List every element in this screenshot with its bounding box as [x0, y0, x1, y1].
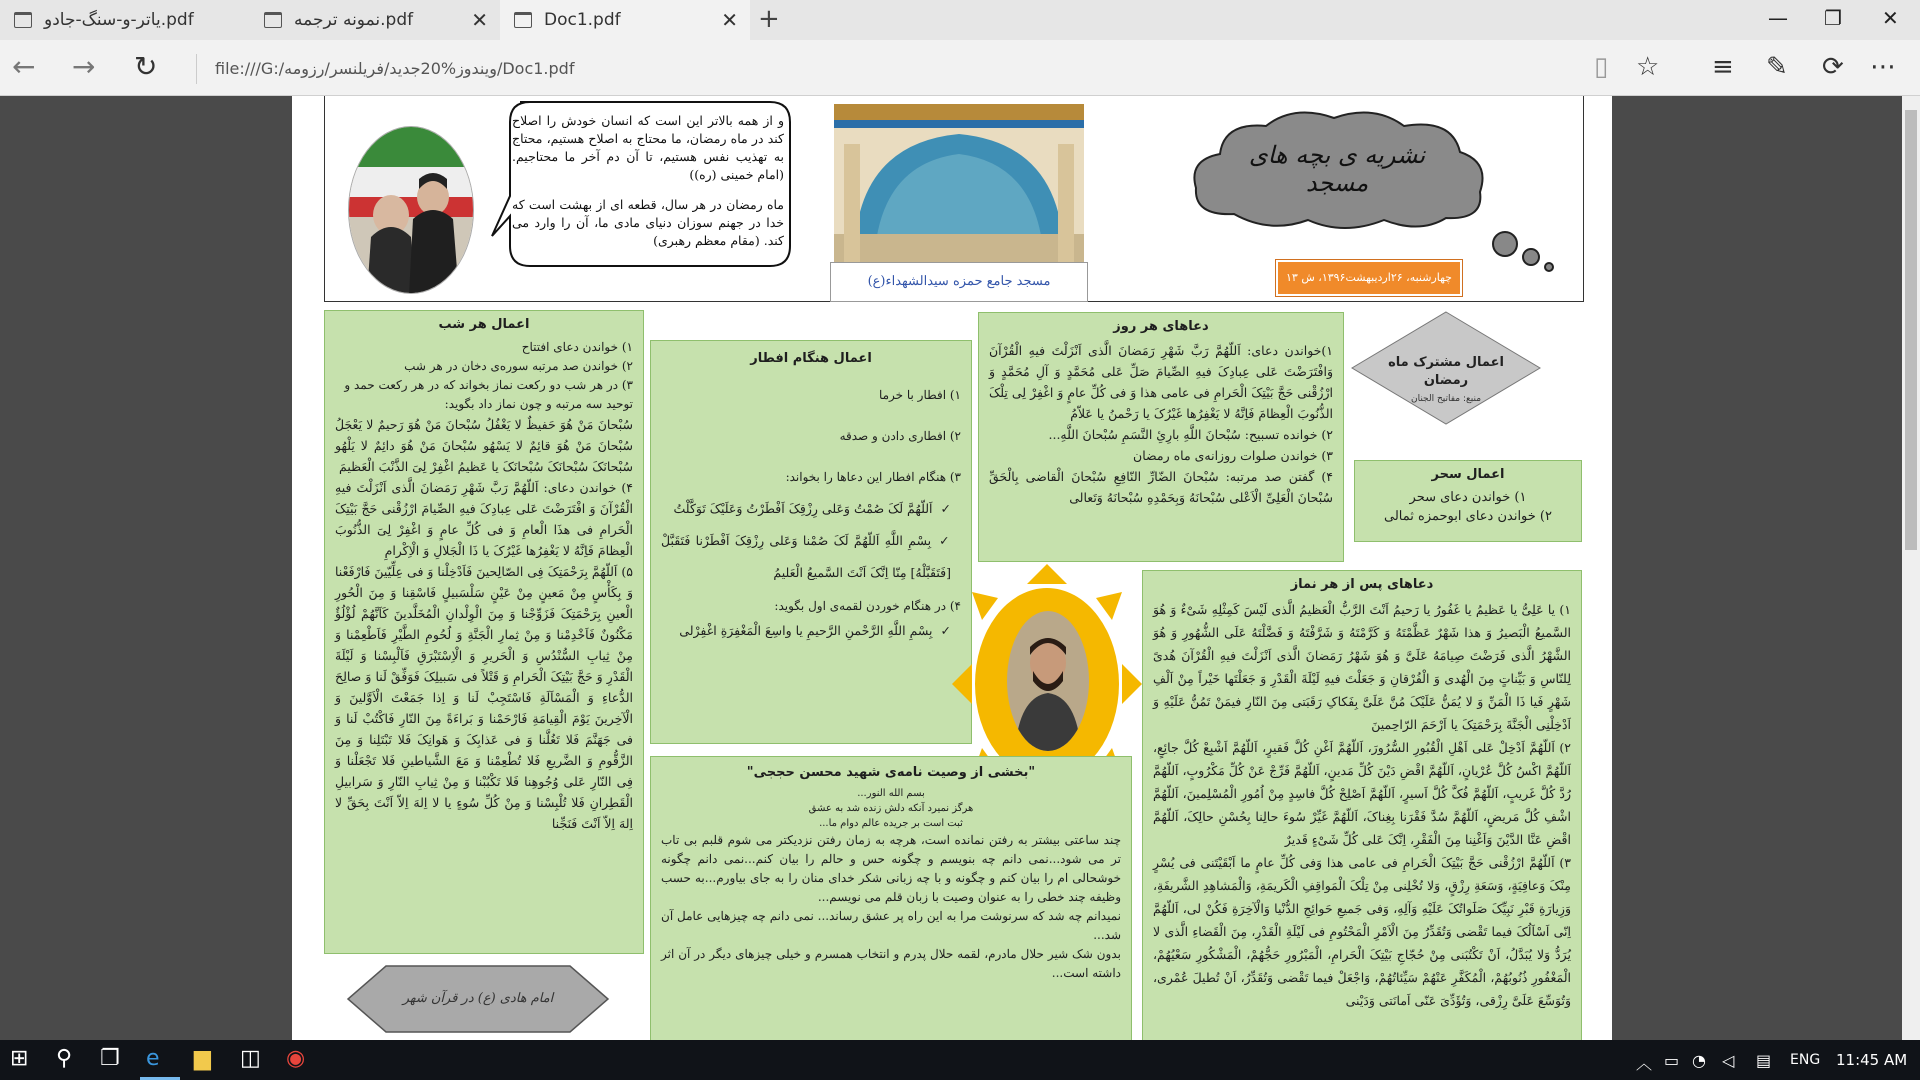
edge-browser-icon[interactable]: e — [146, 1046, 160, 1071]
hub-icon[interactable]: ≡ — [1712, 52, 1734, 82]
poem-line-1: بسم الله النور... — [857, 788, 925, 799]
search-icon[interactable]: ⚲ — [56, 1046, 73, 1071]
iftar-dua-2 — [651, 525, 971, 589]
common-acts-source: منبع: مفاتیح الجنان — [1410, 394, 1482, 404]
iftar-box — [650, 340, 972, 744]
volume-icon[interactable]: ◁ — [1722, 1051, 1735, 1070]
close-icon[interactable]: ✕ — [721, 8, 738, 32]
tab-3-active[interactable] — [500, 0, 750, 40]
tab-label: Doc1.pdf — [544, 10, 621, 30]
night-item-4: ۴) خواندن دعای: اَللّهُمَّ رَبَّ شَهْرِ رَمَضانَ الَّذی اَنْزَلْتَ فیهِ الْقُرْآنَ وَ افْتَرَضْتَ عَلی عِبادِکَ فیهِ الصِّیامَ ارْزُقْنی حَجَّ بَیْتِکَ الْحَرامِ فی هذَا الْعامِ وَ فی کُلِّ عامٍ وَ اغْفِرْ لِیَ الذُّنُوبَ الْعِظامَ فَاِنَّهُ لا یَغْفِرُها غَیْرُکَ یا ذَا الْجَلالِ وَ الْاِکْرامِ — [335, 480, 633, 558]
tab-1[interactable] — [0, 0, 250, 40]
back-icon[interactable]: ← — [12, 50, 36, 83]
iftar-dua-2-text: بِسْمِ اللَّهِ اَللّهُمَّ لَکَ صُمْنا وَعَلی رِزْقِکَ اَفْطَرْنا فَتَقَبَّلْ [فَتَقَبَّلْهُ] مِنّا اِنَّکَ اَنْتَ السَّمیعُ الْعَلیمُ — [661, 533, 951, 580]
language-indicator[interactable]: ENG — [1790, 1052, 1821, 1068]
forward-icon[interactable]: → — [72, 50, 96, 83]
newsletter-title: نشریه ی بچه های مسجد — [1248, 141, 1426, 197]
iftar-dua-1 — [651, 493, 971, 525]
common-acts-label — [1382, 354, 1510, 408]
daily-item-2: ۲) خوانده تسبیح: سُبْحانَ اللَّهِ بارِئِ النَّسَمِ سُبْحانَ اللَّهِ... — [1048, 427, 1333, 442]
mosque-caption: مسجد جامع حمزه سیدالشهداء(ع) — [830, 262, 1088, 302]
daily-item-3: ۳) خواندن صلوات روزانه‌ی ماه رمضان — [1133, 448, 1333, 463]
daily-duas-box — [978, 312, 1344, 562]
issue-date-badge: چهارشنبه، ۲۶اردیبهشت۱۳۹۶، ش ۱۳ — [1276, 260, 1462, 296]
document-icon — [514, 12, 532, 28]
pdf-viewer[interactable] — [0, 96, 1920, 1040]
close-window-icon[interactable]: ✕ — [1882, 6, 1899, 30]
minimize-icon[interactable]: — — [1768, 6, 1788, 30]
daily-title: دعاهای هر روز — [1113, 319, 1209, 334]
night-item-3: ۳) در هر شب دو رکعت نماز بخواند که در هر رکعت حمد و توحید سه مرتبه و چون نماز داد بگوید: — [344, 378, 633, 411]
after-prayer-item-1: ۱) یا عَلِیُّ یا عَظیمُ یا غَفُورُ یا رَحیمُ اَنْتَ الرَّبُّ الْعَظیمُ الَّذی لَیْسَ کَمِثْلِهِ شَیْءٌ وَ هُوَ السَّمیعُ الْبَصیرُ وَ هذا شَهْرٌ عَظَّمْتَهُ وَ کَرَّمْتَهُ وَ شَرَّفْتَهُ وَ فَضَّلْتَهُ عَلَی الشُّهُورِ وَ هُوَ الشَّهْرُ الَّذی فَرَضْتَ صِیامَهُ عَلَیَّ وَ هُوَ شَهْرُ رَمَضانَ الَّذی اَنْزَلْتَ فیهِ الْقُرْآنَ هُدیً لِلنّاسِ وَ بَیِّناتٍ مِنَ الْهُدی وَ الْفُرْقانِ وَ جَعَلْتَ فیهِ لَیْلَةَ الْقَدْرِ وَ جَعَلْتَها خَیْراً مِنْ اَلْفِ شَهْرٍ فَیا ذَا الْمَنِّ وَ لا یُمَنُّ عَلَیْکَ مُنَّ عَلَیَّ بِفَکاکِ رَقَبَتی مِنَ النّارِ فیمَنْ تَمُنُّ عَلَیْهِ وَ اَدْخِلْنِی الْجَنَّةَ بِرَحْمَتِکَ یا اَرْحَمَ الرّاحِمینَ — [1153, 602, 1571, 732]
sahar-item-1: ۱) خواندن دعای سحر — [1409, 490, 1527, 505]
sahar-item-2: ۲) خواندن دعای ابوحمزه ثمالی — [1384, 509, 1552, 524]
thought-dot-large — [1492, 231, 1518, 257]
refresh-icon[interactable]: ↻ — [134, 50, 158, 83]
daily-item-4: ۴) گفتن صد مرتبه: سُبْحانَ الضّارِّ النّافِعِ سُبْحانَ الْقاضی بِالْحَقِّ سُبْحانَ الْعَلِیِّ الْاَعْلی سُبْحانَهُ وَبِحَمْدِهِ سُبْحانَهُ وَتَعالی — [989, 469, 1333, 505]
night-item-2: ۲) خواندن صد مرتبه سوره‌ی دخان در هر شب — [404, 359, 633, 373]
iftar-dua-3 — [651, 616, 971, 646]
iftar-title: اعمال هنگام افطار — [750, 351, 872, 366]
new-tab-button[interactable]: + — [758, 4, 780, 34]
share-icon[interactable]: ⟳ — [1822, 52, 1844, 82]
leaders-portrait-image — [348, 126, 474, 294]
tab-2[interactable] — [250, 0, 500, 40]
iftar-dua-1-text: اَللّهُمَّ لَکَ صُمْتُ وَعَلی رِزْقِکَ اَفْطَرْتُ وَعَلَیْکَ تَوَکَّلْتُ — [673, 501, 933, 516]
web-note-icon[interactable]: ✎ — [1766, 52, 1788, 82]
after-prayer-item-3: ۳) اَللّهُمَّ ارْزُقْنی حَجَّ بَیْتِکَ الْحَرامِ فی عامی هذا وَفی کُلِّ عامٍ ما اَبْقَیْتَنی فی یُسْرٍ مِنْکَ وَعافِیَةٍ، وَسَعَةِ رِزْقٍ، وَلا تُخْلِنی مِنْ تِلْکَ الْمَواقِفِ الْکَریمَةِ، وَالْمَشاهِدِ الشَّریفَةِ، وَزِیارَةِ قَبْرِ نَبِیِّکَ صَلَواتُکَ عَلَیْهِ وَآلِهِ، وَفی جَمیعِ حَوائِجِ الدُّنْیا وَالْآخِرَةِ فَکُنْ لی، اَللّهُمَّ اِنّی اَسْاَلُکَ فیما تَقْضی وَتُقَدِّرُ مِنَ الْاَمْرِ الْمَحْتُومِ فی لَیْلَةِ الْقَدْرِ، مِنَ الْقَضاءِ الَّذی لا یُرَدُّ وَلا یُبَدَّلُ، اَنْ تَکْتُبَنی مِنْ حُجّاجِ بَیْتِکَ الْحَرامِ، الْمَبْرُورِ حَجُّهُمْ، الْمَشْکُورِ سَعْیُهُمْ، الْمَغْفُورِ ذُنُوبُهُمْ، الْمُکَفَّرِ عَنْهُمْ سَیِّئاتُهُمْ، وَاجْعَلْ فیما تَقْضی وَتُقَدِّرُ، اَنْ تُطیلَ عُمْری، وَتُوَسِّعَ عَلَیَّ رِزْقی، وَتُؤَدِّیَ عَنّی اَمانَتی وَدَیْنی — [1153, 855, 1571, 1008]
pdf-page — [292, 96, 1612, 1040]
night-acts-box — [324, 310, 644, 954]
iftar-item-2: ۲) افطاری دادن و صدقه — [839, 429, 961, 443]
address-field[interactable]: file:///G:/ویندوز%20جدید/فریلنسر/رزومه/Doc1.pdf — [196, 54, 1566, 84]
thought-dot-small — [1544, 262, 1554, 272]
martyr-title: "بخشی از وصیت نامه‌ی شهید محسن حججی" — [746, 765, 1036, 780]
leader-quote: ماه رمضان در هر سال، قطعه ای از بهشت است که خدا در جهنم سوزان دنیای مادی ما، آن را وارد می کند. (مقام معظم رهبری) — [512, 197, 784, 248]
after-prayer-title: دعاهای پس از هر نماز — [1290, 577, 1434, 592]
night-text-3: سُبْحانَ مَنْ هُوَ حَفیظٌ لا یَغْفُلُ سُبْحانَ مَنْ هُوَ رَحیمٌ لا یَعْجَلُ سُبْحانَ مَنْ هُوَ قائِمٌ لا یَسْهُو سُبْحانَ مَنْ هُوَ دائِمٌ لا یَلْهُو سُبْحانَکَ سُبْحانَکَ سُبْحانَکَ یا عَظیمُ اغْفِرْ لِیَ الذَّنْبَ الْعَظیمَ — [335, 417, 633, 474]
octagon-label: امام هادی (ع) در قرآن شهر — [402, 991, 554, 1006]
browser-tab-bar — [0, 0, 1920, 40]
iftar-item-1: ۱) افطار با خرما — [878, 388, 961, 402]
restore-icon[interactable]: ❐ — [1824, 6, 1842, 30]
martyr-body-2: نمیدانم چه شد که سرنوشت مرا به این راه پر عشق رساند... نمی دانم چه چیزهایی عامل آن شد... — [661, 909, 1121, 942]
close-icon[interactable]: ✕ — [471, 8, 488, 32]
martyr-body-1: چند ساعتی بیشتر به رفتن نمانده است، هرچه به زمان رفتن نزدیکتر می شوم قلبم بی تاب تر می شود...نمی دانم چه بنویسم و چگونه حس و حالم را بیان کنم...نمی دانم چگونه خوشحالی ام را بیان کنم و چگونه و با چه زبانی شکر خدای منان را به جای بیاورم...به حسب وظیفه چند خطی را به عنوان وصیت با زبان قلم می نویسم... — [661, 833, 1122, 904]
daily-item-1: ۱)خواندن دعای: اَللّهُمَّ رَبَّ شَهْرِ رَمَضانَ الَّذی اَنْزَلْتَ فیهِ الْقُرْآنَ وَافْتَرَضْتَ عَلی عِبادِکَ فیهِ الصِّیامَ صَلِّ عَلی مُحَمَّدٍ وَ آلِ مُحَمَّدٍ وَ ارْزُقْنی حَجَّ بَیْتِکَ الْحَرامِ فی عامی هذا وَ فی کُلِّ عامٍ وَ اغْفِرْ لِی تِلْکَ الذُّنُوبَ الْعِظامَ فَاِنَّهُ لا یَغْفِرُها غَیْرُکَ یا رَحْمنُ یا عَلاّمُ — [989, 343, 1333, 421]
after-prayer-box — [1142, 570, 1582, 1040]
iftar-dua-3-text: بِسْمِ اللَّهِ الرَّحْمنِ الرَّحیمِ یا واسِعَ الْمَغْفِرَةِ اغْفِرْلی — [679, 623, 933, 638]
mosque-dome-image — [834, 104, 1084, 262]
sahar-box — [1354, 460, 1582, 542]
scrollbar-thumb[interactable] — [1905, 110, 1917, 550]
check-icon: ✓ — [940, 623, 951, 638]
check-icon: ✓ — [939, 533, 951, 548]
chrome-icon[interactable]: ◉ — [286, 1046, 306, 1071]
store-icon[interactable]: ◫ — [240, 1046, 261, 1071]
tab-label: نمونه ترجمه.pdf — [294, 10, 414, 30]
tab-label: یاتر-و-سنگ-جادو.pdf — [44, 10, 194, 30]
martyr-photo — [1007, 611, 1089, 751]
notification-icon[interactable]: ▤ — [1756, 1051, 1772, 1070]
iftar-item-4: ۴) در هنگام خوردن لقمه‌ی اول بگوید: — [774, 599, 961, 613]
battery-icon[interactable]: ▭ — [1664, 1051, 1680, 1070]
tray-chevron-icon[interactable]: ︿ — [1636, 1054, 1653, 1073]
reading-view-icon[interactable]: ▯ — [1594, 52, 1609, 82]
khomeini-quote: و از همه بالاتر این است که انسان خودش را اصلاح کند در ماه رمضان، ما محتاج به اصلاح هستیم، محتاج به تهذیب نفس هستیم، تا آن دم آخر ما محتاجیم. (امام خمینی (ره)) — [512, 113, 784, 182]
document-icon — [14, 12, 32, 28]
martyr-body-3: بدون شک شیر حلال مادرم، لقمه حلال پدرم و انتخاب همسرم و خیلی چیزهای دیگر در آن اثر داشته است... — [661, 947, 1121, 980]
quotes-text — [512, 112, 784, 250]
night-item-1: ۱) خواندن دعای افتتاح — [521, 340, 633, 354]
after-prayer-item-2: ۲) اَللّهُمَّ اَدْخِلْ عَلی اَهْلِ الْقُبُورِ السُّرُورَ، اَللّهُمَّ اَغْنِ کُلَّ فَقیرٍ، اَللّهُمَّ اَشْبِعْ کُلَّ جائِعٍ، اَللّهُمَّ اکْسُ کُلَّ عُرْیانٍ، اَللّهُمَّ اقْضِ دَیْنَ کُلِّ مَدینٍ، اَللّهُمَّ فَرِّجْ عَنْ کُلِّ مَکْرُوبٍ، اَللّهُمَّ رُدَّ کُلَّ غَریبٍ، اَللّهُمَّ فُکَّ کُلَّ اَسیرٍ، اَللّهُمَّ اَصْلِحْ کُلَّ فاسِدٍ مِنْ اُمُورِ الْمُسْلِمینَ، اَللّهُمَّ اشْفِ کُلَّ مَریضٍ، اَللّهُمَّ سُدَّ فَقْرَنا بِغِناکَ، اَللّهُمَّ غَیِّرْ سُوءَ حالِنا بِحُسْنِ حالِکَ، اَللّهُمَّ اقْضِ عَنَّا الدَّیْنَ وَاَغْنِنا مِنَ الْفَقْرِ، اِنَّکَ عَلی کُلِّ شَیْءٍ قَدیرٌ — [1153, 740, 1571, 847]
more-icon[interactable]: ⋯ — [1870, 52, 1896, 82]
address-toolbar — [0, 40, 1920, 96]
night-title: اعمال هر شب — [438, 317, 530, 332]
windows-start-icon[interactable]: ⊞ — [10, 1046, 29, 1071]
file-explorer-icon[interactable]: ▆ — [194, 1046, 211, 1071]
windows-taskbar — [0, 1040, 1920, 1080]
wifi-icon[interactable]: ◔ — [1692, 1051, 1706, 1070]
favorite-star-icon[interactable]: ☆ — [1636, 52, 1660, 82]
vertical-scrollbar[interactable] — [1902, 96, 1920, 1040]
document-icon — [264, 12, 282, 28]
night-item-5: ۵) اَللّهُمَّ بِرَحْمَتِکَ فِی الصّالِحینَ فَاَدْخِلْنا وَ فی عِلِّیّینَ فَارْفَعْنا وَ بِکَأْسٍ مِنْ مَعینٍ مِنْ عَیْنٍ سَلْسَبیلٍ فَاسْقِنا وَ مِنَ الْحُورِ الْعینِ بِرَحْمَتِکَ فَزَوِّجْنا وَ مِنَ الْوِلْدانِ الْمُخَلَّدینَ کَاَنَّهُمْ لُؤْلُؤٌ مَکْنُونٌ فَاَخْدِمْنا وَ مِنْ ثِمارِ الْجَنَّةِ وَ لُحُومِ الطَّیْرِ فَاَطْعِمْنا وَ مِنْ ثِیابِ السُّنْدُسِ وَ الْحَریرِ وَ الْاِسْتَبْرَقِ فَاَلْبِسْنا وَ لَیْلَةَ الْقَدْرِ وَ حَجَّ بَیْتِکَ الْحَرامِ وَ قَتْلاً فی سَبیلِکَ فَوَفِّقْ لَنا وَ صالِحَ الدُّعاءِ وَ الْمَسْاَلَةِ فَاسْتَجِبْ لَنا وَ اِذا جَمَعْتَ الْاَوَّلینَ وَ الْآخِرینَ یَوْمَ الْقِیامَةِ فَارْحَمْنا وَ بَراءَةً مِنَ النّارِ فَاکْتُبْ لَنا وَ فی جَهَنَّمَ فَلا تَغُلَّنا وَ فی عَذابِکَ وَ هَوانِکَ فَلا تَبْتَلِنا وَ مِنَ الزَّقُّومِ وَ الضَّریعِ فَلا تُطْعِمْنا وَ مَعَ الشَّیاطینِ فَلا تَجْعَلْنا وَ فِی النّارِ عَلی وُجُوهِنا فَلا تَکْبُبْنا وَ مِنْ ثِیابِ النّارِ وَ سَرابیلِ الْقَطِرانِ فَلا تُلْبِسْنا وَ مِنْ کُلِّ سُوءٍ یا لا اِلهَ اِلاّ اَنْتَ بِحَقِّ لا اِلهَ اِلاّ اَنْتَ فَنَجِّنا — [335, 564, 633, 831]
poem-line-3: ثبت است بر جریده عالم دوام ما... — [819, 818, 963, 829]
sahar-title: اعمال سحر — [1431, 467, 1505, 482]
poem-line-2: هرگز نمیرد آنکه دلش زنده شد به عشق — [808, 803, 974, 814]
check-icon: ✓ — [940, 501, 951, 516]
thought-dot-medium — [1522, 248, 1540, 266]
clock[interactable]: 11:45 AM — [1836, 1051, 1908, 1069]
martyr-will-box — [650, 756, 1132, 1040]
common-acts-title: اعمال مشترک ماه رمضان — [1388, 355, 1504, 388]
iftar-item-3: ۳) هنگام افطار این دعاها را بخواند: — [785, 470, 961, 484]
task-view-icon[interactable]: ❐ — [100, 1046, 120, 1071]
